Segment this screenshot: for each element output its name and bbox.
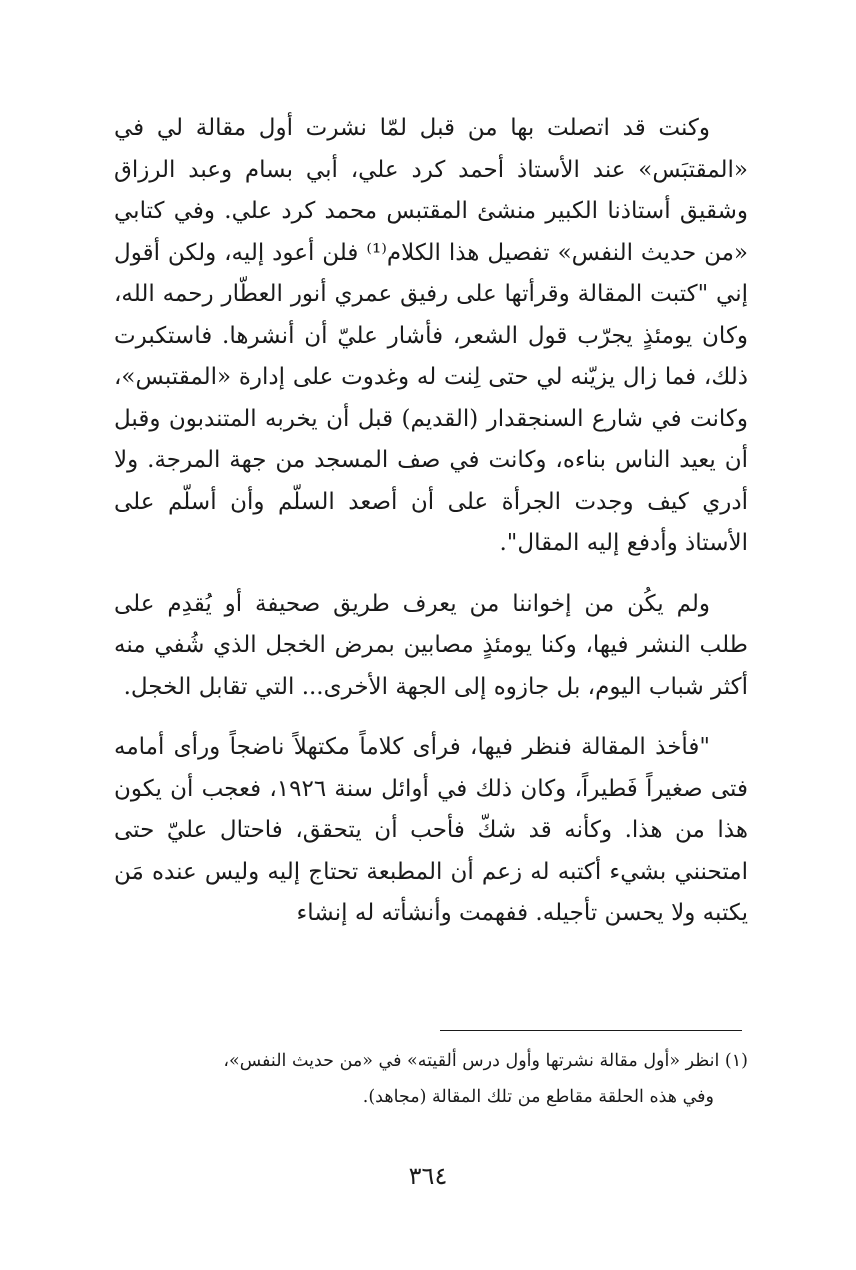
footnote-line-1: (١) انظر «أول مقالة نشرتها وأول درس ألقيته» في «من حديث النفس»،	[223, 1051, 748, 1071]
footnote-line-2: وفي هذه الحلقة مقاطع من تلك المقالة (مجاهد).	[362, 1087, 714, 1107]
footnote	[114, 1043, 748, 1115]
page-number: ٣٦٤	[408, 1162, 448, 1190]
paragraph-2: ولم يكُن من إخواننا من يعرف طريق صحيفة أو يُقدِم على طلب النشر فيها، وكنا يومئذٍ مصابين بمرض الخجل الذي شُفي منه أكثر شباب اليوم، بل جازوه إلى الجهة الأخرى... التي تقابل الخجل.	[114, 590, 748, 700]
main-text	[114, 108, 748, 954]
paragraph-3: "فأخذ المقالة فنظر فيها، فرأى كلاماً مكتهلاً ناضجاً ورأى أمامه فتى صغيراً فَطيراً، وكان ذلك في أوائل سنة ١٩٢٦، فعجب أن يكون هذا من هذا. وكأنه قد شكّ فأحب أن يتحقق، فاحتال عليّ حتى امتحنني بشيء أكتبه له زعم أن المطبعة تحتاج إليه وليس عنده مَن يكتبه ولا يحسن تأجيله. ففهمت وأنشأته له إنشاء	[114, 734, 748, 926]
paragraph-1: وكنت قد اتصلت بها من قبل لمّا نشرت أول مقالة لي في «المقتبَس» عند الأستاذ أحمد كرد علي، أبي بسام وعبد الرزاق وشقيق أستاذنا الكبير منشئ المقتبس محمد كرد علي. وفي كتابي «من حديث النفس» تفصيل هذا الكلام⁽¹⁾ فلن أعود إليه، ولكن أقول إني "كتبت المقالة وقرأتها على رفيق عمري أنور العطّار رحمه الله، وكان يومئذٍ يجرّب قول الشعر، فأشار عليّ أن أنشرها. فاستكبرت ذلك، فما زال يزيّنه لي حتى لِنت له وغدوت على إدارة «المقتبس»، وكانت في شارع السنجقدار (القديم) قبل أن يخربه المتندبون وقبل أن يعيد الناس بناءه، وكانت في صف المسجد من جهة المرجة. ولا أدري كيف وجدت الجرأة على أن أصعد السلّم وأن أسلّم على الأستاذ وأدفع إليه المقال".	[114, 115, 748, 556]
footnote-separator	[440, 1030, 742, 1031]
